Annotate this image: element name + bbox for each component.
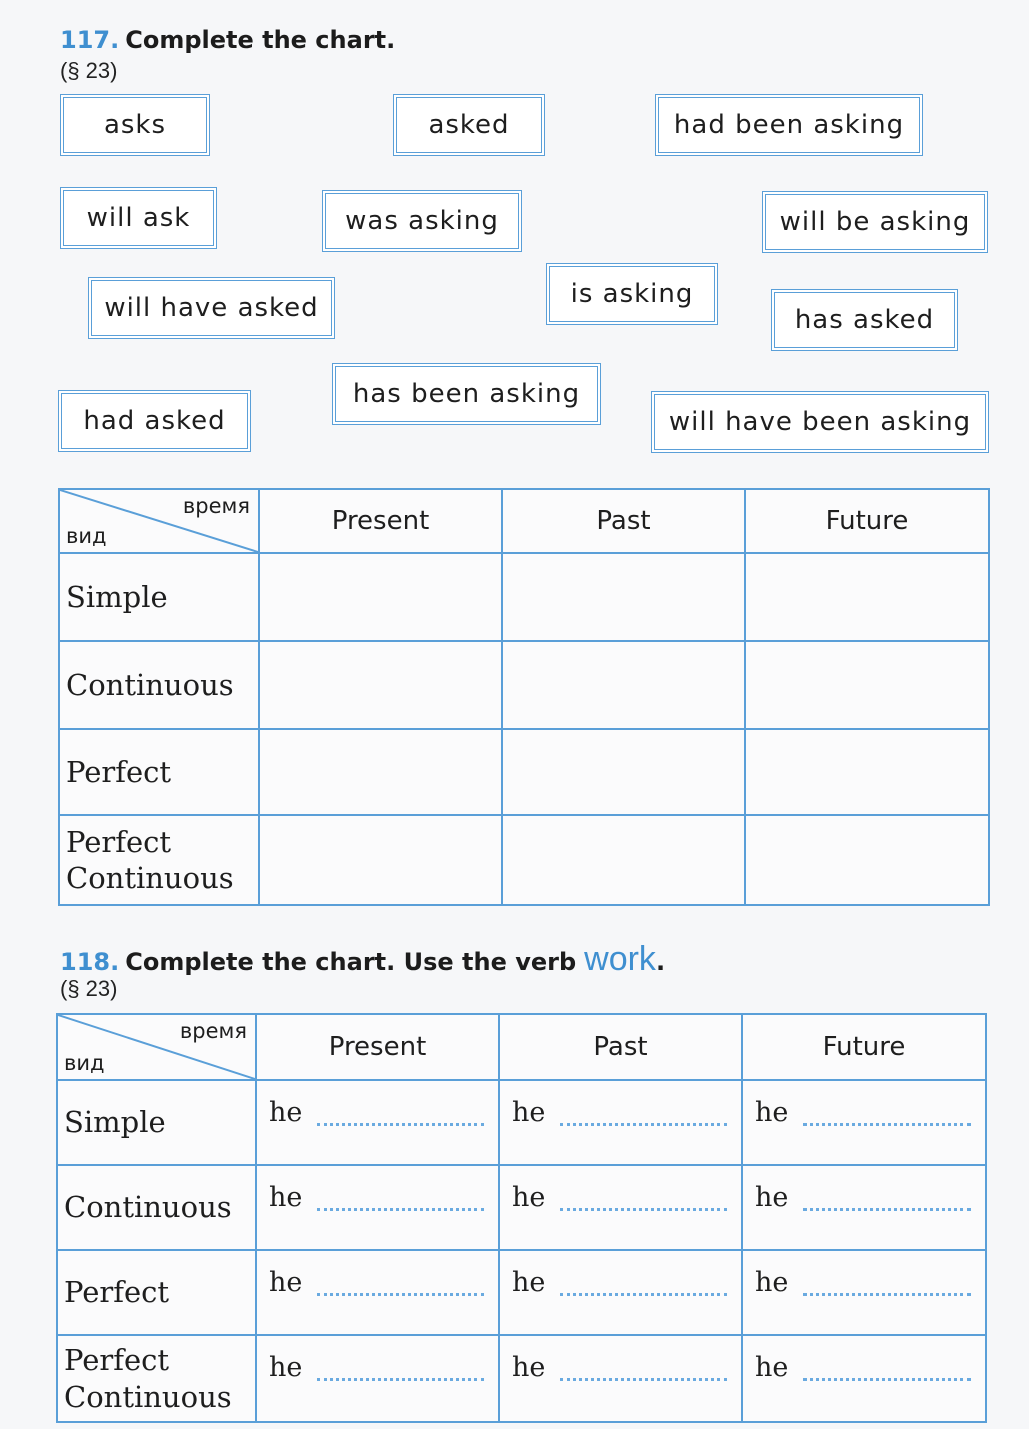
answer-cell[interactable]: [499, 1165, 742, 1250]
pronoun-he: he: [512, 1097, 546, 1128]
pronoun-he: he: [755, 1182, 789, 1213]
word-card[interactable]: asks: [60, 94, 210, 156]
column-header-present: Present: [259, 489, 502, 553]
answer-blank[interactable]: [317, 1208, 484, 1211]
answer-cell[interactable]: [259, 553, 502, 641]
word-card[interactable]: has been asking: [332, 363, 601, 425]
row-header-perfect: Perfect: [57, 1250, 256, 1335]
tense-chart-117: [58, 488, 990, 906]
heading-period: .: [655, 948, 666, 976]
pronoun-he: he: [269, 1097, 303, 1128]
section-reference: (§ 23): [60, 976, 118, 1001]
answer-cell[interactable]: [259, 641, 502, 729]
corner-header: [57, 1014, 256, 1080]
answer-blank[interactable]: [560, 1208, 727, 1211]
section-reference: (§ 23): [60, 58, 118, 83]
answer-cell[interactable]: [502, 815, 745, 905]
column-header-past: Past: [502, 489, 745, 553]
corner-label-time: время: [179, 1019, 247, 1043]
answer-blank[interactable]: [317, 1293, 484, 1296]
pronoun-he: he: [512, 1267, 546, 1298]
pronoun-he: he: [269, 1267, 303, 1298]
answer-blank[interactable]: [317, 1123, 484, 1126]
exercise-instruction: Complete the chart.: [125, 26, 396, 54]
answer-cell[interactable]: [256, 1335, 499, 1422]
answer-blank[interactable]: [803, 1208, 971, 1211]
answer-cell[interactable]: [742, 1080, 986, 1165]
exercise-118-heading: [60, 940, 665, 979]
row-header-continuous: Continuous: [59, 641, 259, 729]
pronoun-he: he: [512, 1182, 546, 1213]
word-card[interactable]: will have been asking: [651, 391, 989, 453]
exercise-instruction: Complete the chart. Use the verb: [125, 948, 577, 976]
pronoun-he: he: [269, 1182, 303, 1213]
answer-blank[interactable]: [560, 1123, 727, 1126]
row-header-perfect: Perfect: [59, 729, 259, 815]
answer-cell[interactable]: [742, 1165, 986, 1250]
answer-blank[interactable]: [803, 1293, 971, 1296]
word-card[interactable]: will be asking: [762, 191, 988, 253]
exercise-117-heading: [60, 26, 395, 54]
corner-header: [59, 489, 259, 553]
corner-label-aspect: вид: [66, 524, 107, 548]
answer-cell[interactable]: [742, 1250, 986, 1335]
word-card[interactable]: had been asking: [655, 94, 923, 156]
corner-label-aspect: вид: [64, 1051, 105, 1075]
answer-cell[interactable]: [499, 1250, 742, 1335]
row-header-perfect-continuous: Perfect Continuous: [57, 1335, 256, 1422]
pronoun-he: he: [512, 1352, 546, 1383]
answer-cell[interactable]: [745, 815, 989, 905]
answer-cell[interactable]: [256, 1250, 499, 1335]
answer-cell[interactable]: [259, 815, 502, 905]
answer-cell[interactable]: [259, 729, 502, 815]
answer-cell[interactable]: [256, 1165, 499, 1250]
answer-blank[interactable]: [317, 1378, 484, 1381]
word-card[interactable]: had asked: [58, 390, 251, 452]
answer-cell[interactable]: [499, 1335, 742, 1422]
answer-cell[interactable]: [502, 729, 745, 815]
pronoun-he: he: [755, 1267, 789, 1298]
row-header-continuous: Continuous: [57, 1165, 256, 1250]
answer-blank[interactable]: [560, 1378, 727, 1381]
answer-cell[interactable]: [256, 1080, 499, 1165]
corner-label-time: время: [182, 494, 250, 518]
column-header-future: Future: [745, 489, 989, 553]
answer-cell[interactable]: [745, 641, 989, 729]
row-header-simple: Simple: [59, 553, 259, 641]
exercise-number: 118.: [60, 948, 120, 976]
word-card[interactable]: will have asked: [88, 277, 335, 339]
column-header-past: Past: [499, 1014, 742, 1080]
answer-blank[interactable]: [803, 1378, 971, 1381]
target-verb: work: [584, 940, 656, 978]
answer-cell[interactable]: [502, 553, 745, 641]
answer-cell[interactable]: [502, 641, 745, 729]
word-card[interactable]: was asking: [322, 190, 522, 252]
word-card[interactable]: is asking: [546, 263, 718, 325]
pronoun-he: he: [755, 1352, 789, 1383]
row-header-simple: Simple: [57, 1080, 256, 1165]
tense-chart-118: [56, 1013, 987, 1423]
column-header-present: Present: [256, 1014, 499, 1080]
word-card[interactable]: has asked: [771, 289, 958, 351]
word-card[interactable]: asked: [393, 94, 545, 156]
answer-cell[interactable]: [742, 1335, 986, 1422]
exercise-number: 117.: [60, 26, 120, 54]
word-card[interactable]: will ask: [60, 187, 217, 249]
row-header-perfect-continuous: Perfect Continuous: [59, 815, 259, 905]
answer-cell[interactable]: [499, 1080, 742, 1165]
answer-cell[interactable]: [745, 553, 989, 641]
answer-blank[interactable]: [560, 1293, 727, 1296]
pronoun-he: he: [269, 1352, 303, 1383]
column-header-future: Future: [742, 1014, 986, 1080]
pronoun-he: he: [755, 1097, 789, 1128]
answer-cell[interactable]: [745, 729, 989, 815]
answer-blank[interactable]: [803, 1123, 971, 1126]
